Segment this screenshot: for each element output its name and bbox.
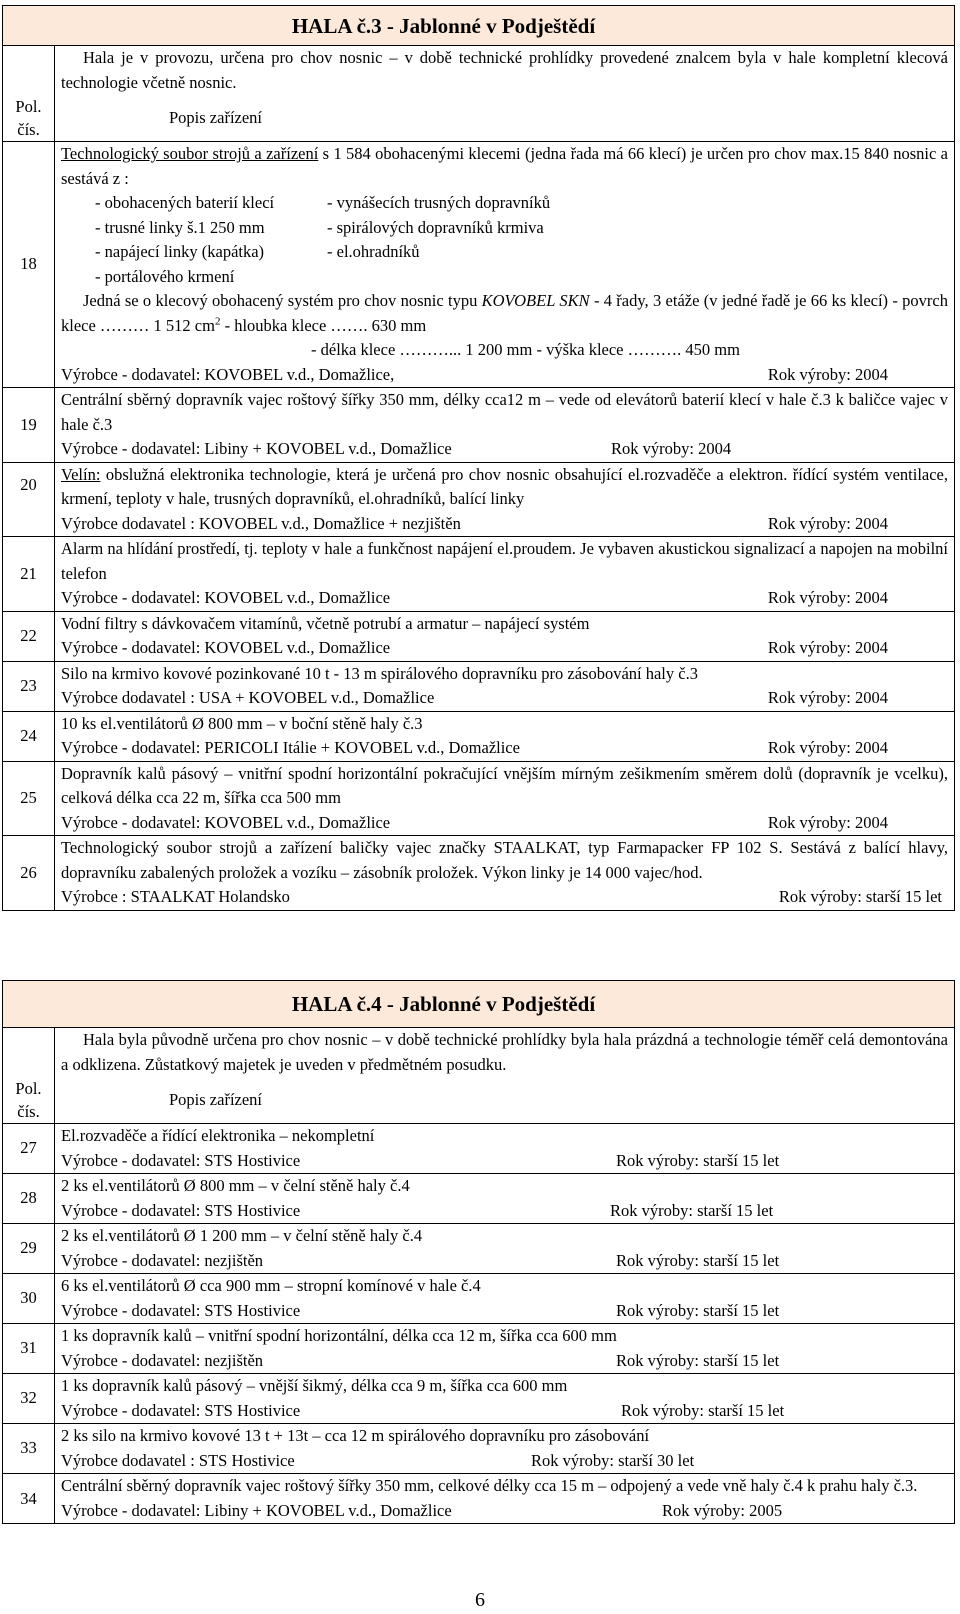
item-19 [3, 388, 955, 463]
item-number: 31 [3, 1324, 55, 1374]
year: Rok výroby: 2004 [611, 439, 732, 458]
hala3-table [2, 5, 955, 911]
page-number: 6 [475, 1589, 485, 1611]
item-description: 6 ks el.ventilátorů Ø cca 900 mm – stropní komínové v hale č.4 [61, 1276, 481, 1295]
year: Rok výroby: 2004 [767, 738, 888, 757]
hala4-popis-header: Popis zařízení [169, 1089, 263, 1109]
manufacturer: Výrobce - dodavatel: Libiny + KOVOBEL v.d., Domažlice [61, 1500, 452, 1520]
list-item: - napájecí linky (kapátka) [95, 242, 265, 261]
item-24 [3, 711, 955, 761]
item18-intro: s 1 584 obohacenými klecemi (jedna řada má 66 klecí) je určen pro chov max.15 840 nosnic a sestává z : [61, 144, 948, 188]
year: Rok výroby: starší 15 let [616, 1250, 780, 1270]
year: Rok výroby: starší 15 let [616, 1350, 780, 1370]
item-number: 27 [3, 1124, 55, 1174]
list-item: - vynášecích trusných dopravníků [327, 193, 551, 212]
year: Rok výroby: 2004 [767, 513, 888, 533]
item-32 [3, 1374, 955, 1424]
year: Rok výroby: 2004 [767, 588, 888, 607]
manufacturer: Výrobce - dodavatel: KOVOBEL v.d., Domažlice [61, 588, 391, 607]
item-description: 2 ks el.ventilátorů Ø 800 mm – v čelní stěně haly č.4 [61, 1176, 410, 1195]
hala3-intro: Hala je v provozu, určena pro chov nosnic – v době technické prohlídky provedené znalcem byla v hale kompletní klecová technologie včetně nosnic. [55, 46, 955, 96]
hala4-intro: Hala byla původně určena pro chov nosnic – v době technické prohlídky byla hala prázdná a technologie téměř celá demontována a odklizena. Zůstatkový majetek je uveden v předmětném posudku. [55, 1028, 955, 1078]
year: Rok výroby: starší 30 let [531, 1450, 695, 1470]
item-30 [3, 1274, 955, 1324]
hala3-header-row [3, 95, 955, 142]
item-description: 10 ks el.ventilátorů Ø 800 mm – v boční stěně haly č.3 [61, 713, 423, 733]
year: Rok výroby: 2004 [767, 364, 888, 384]
hala4-col-header: Pol. čís. [3, 1077, 55, 1124]
item-29 [3, 1224, 955, 1274]
year: Rok výroby: 2004 [767, 688, 888, 707]
item-number: 25 [3, 761, 55, 836]
item-number: 22 [3, 611, 55, 661]
hala3-intro-row [3, 46, 955, 96]
manufacturer: Výrobce - dodavatel: PERICOLI Itálie + KOVOBEL v.d., Domažlice [61, 738, 520, 757]
item-number: 20 [3, 462, 55, 537]
item-number: 26 [3, 836, 55, 911]
hala4-title-row [3, 981, 955, 1028]
item-description: 1 ks dopravník kalů pásový – vnější šikmý, délka cca 9 m, šířka cca 600 mm [61, 1376, 568, 1395]
year: Rok výroby: 2004 [767, 638, 888, 657]
item-number: 30 [3, 1274, 55, 1324]
manufacturer: Výrobce - dodavatel: nezjištěn [61, 1350, 264, 1370]
manufacturer: Výrobce - dodavatel: KOVOBEL v.d., Domažlice [61, 638, 391, 657]
list-item: - trusné linky š.1 250 mm [95, 217, 265, 237]
item-number: 33 [3, 1424, 55, 1474]
item-number: 32 [3, 1374, 55, 1424]
year: Rok výroby: starší 15 let [610, 1200, 774, 1220]
hala4-header-row [3, 1077, 955, 1124]
hala4-table [2, 980, 955, 1524]
manufacturer: Výrobce dodavatel : USA + KOVOBEL v.d., Domažlice [61, 688, 435, 707]
year: Rok výroby: starší 15 let [616, 1300, 780, 1320]
manufacturer: Výrobce - dodavatel: KOVOBEL v.d., Domažlice [61, 812, 391, 832]
manufacturer: Výrobce dodavatel : STS Hostivice [61, 1450, 295, 1470]
item-description: 1 ks dopravník kalů – vnitřní spodní horizontální, délka cca 12 m, šířka cca 600 mm [61, 1326, 617, 1345]
item-21 [3, 537, 955, 612]
item-description: obslužná elektronika technologie, která je určená pro chov nosnic obsahující el.rozvaděče a elektron. řídící systém ventilace, krmení, teploty v hale, trusných dopravníků, el.ohradníků, balící linky [61, 464, 948, 508]
list-item: - obohacených baterií klecí [95, 193, 275, 212]
brand-name: KOVOBEL SKN [481, 291, 590, 310]
item-23 [3, 661, 955, 711]
item-22 [3, 611, 955, 661]
manufacturer: Výrobce - dodavatel: KOVOBEL v.d., Domažlice, [61, 364, 395, 384]
manufacturer: Výrobce - dodavatel: STS Hostivice [61, 1300, 301, 1320]
item18-component-list [61, 191, 948, 289]
item-33 [3, 1424, 955, 1474]
item-description: 2 ks silo na krmivo kovové 13 t + 13t – cca 12 m spirálového dopravníku pro zásobování [61, 1426, 650, 1445]
hala4-title: HALA č.4 - Jablonné v Podještědí [291, 992, 596, 1016]
item-25 [3, 761, 955, 836]
year: Rok výroby: 2005 [662, 1500, 783, 1520]
item-number: 29 [3, 1224, 55, 1274]
manufacturer: Výrobce - dodavatel: STS Hostivice [61, 1400, 301, 1420]
hala3-title-row [3, 6, 955, 46]
item-31 [3, 1324, 955, 1374]
item-description: Centrální sběrný dopravník vajec roštový šířky 350 mm, délky cca12 m – vede od elevátorů baterií klecí v hale č.3 k baličce vajec v hale č.3 [61, 390, 948, 434]
hala3-popis-header: Popis zařízení [169, 107, 263, 127]
manufacturer: Výrobce : STAALKAT Holandsko [61, 887, 290, 906]
year: Rok výroby: starší 15 let [778, 887, 942, 906]
item18-dimensions: - délka klece ………... 1 200 mm - výška klece ………. 450 mm [311, 340, 740, 359]
manufacturer: Výrobce - dodavatel: STS Hostivice [61, 1200, 301, 1220]
manufacturer: Výrobce - dodavatel: nezjištěn [61, 1250, 264, 1270]
manufacturer: Výrobce dodavatel : KOVOBEL v.d., Domažlice + nezjištěn [61, 513, 461, 533]
item18-description: Jedná se o klecový obohacený systém pro chov nosnic typu KOVOBEL SKN - 4 řady, 3 etáže (v jedné řadě je 66 ks klecí) - povrch klece ……… 1 512 $cm^2$ - hloubka klece ……. 630 mm [61, 291, 948, 335]
list-item: - portálového krmení [95, 266, 235, 286]
item-number: 28 [3, 1174, 55, 1224]
item-description: 2 ks el.ventilátorů Ø 1 200 mm – v čelní stěně haly č.4 [61, 1226, 423, 1245]
item18-heading: Technologický soubor strojů a zařízení [61, 144, 319, 163]
item-description: El.rozvaděče a řídící elektronika – nekompletní [61, 1126, 375, 1145]
item-description: Technologický soubor strojů a zařízení baličky vajec značky STAALKAT, typ Farmapacker FP 102 S. Sestává z balící hlavy, dopravníku zabalených proložek a vozíku – zásobník proložek. Výkon linky je 14 000 vajec/hod. [61, 838, 948, 882]
item-description: Silo na krmivo kovové pozinkované 10 t - 13 m spirálového dopravníku pro zásobování haly č.3 [61, 663, 698, 683]
item-description: Dopravník kalů pásový – vnitřní spodní horizontální pokračující vnějším mírným zešikmením směrem dolů (dopravník je vcelku), celková délka cca 22 m, šířka cca 500 mm [61, 763, 948, 807]
item-27 [3, 1124, 955, 1174]
hala4-intro-row [3, 1028, 955, 1078]
item20-heading: Velín: [61, 464, 101, 484]
item-description: Alarm na hlídání prostředí, tj. teploty v hale a funkčnost napájení el.proudem. Je vybaven akustickou signalizací a napojen na mobilní telefon [61, 539, 948, 583]
list-item: - el.ohradníků [327, 242, 420, 261]
item-number: 34 [3, 1474, 55, 1524]
hala3-title: HALA č.3 - Jablonné v Podještědí [291, 14, 596, 38]
item-description: Centrální sběrný dopravník vajec roštový šířky 350 mm, celkové délky cca 15 m – odpojený a vede vně haly č.4 k prahu haly č.3. [61, 1476, 918, 1495]
year: Rok výroby: starší 15 let [616, 1150, 780, 1170]
item-number: 23 [3, 661, 55, 711]
item-26 [3, 836, 955, 911]
item-28 [3, 1174, 955, 1224]
item-number: 21 [3, 537, 55, 612]
hala3-col-header: Pol. čís. [3, 95, 55, 142]
item-18 [3, 142, 955, 388]
year: Rok výroby: 2004 [767, 812, 888, 832]
item-number: 18 [3, 142, 55, 388]
item-description: Vodní filtry s dávkovačem vitamínů, včetně potrubí a armatur – napájecí systém [61, 613, 590, 633]
item-number: 24 [3, 711, 55, 761]
year: Rok výroby: starší 15 let [621, 1400, 785, 1420]
item-number: 19 [3, 388, 55, 463]
item-20 [3, 462, 955, 537]
item-34 [3, 1474, 955, 1524]
manufacturer: Výrobce - dodavatel: Libiny + KOVOBEL v.d., Domažlice [61, 439, 452, 458]
manufacturer: Výrobce - dodavatel: STS Hostivice [61, 1150, 301, 1170]
list-item: - spirálových dopravníků krmiva [327, 217, 544, 237]
